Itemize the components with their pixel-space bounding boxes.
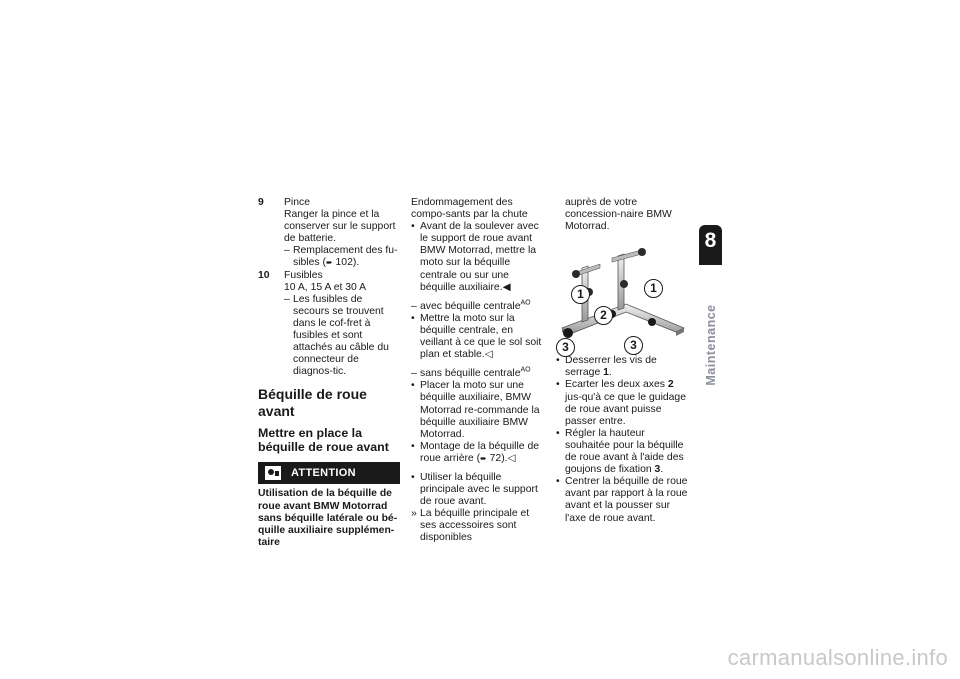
option-superscript: AO	[520, 299, 531, 307]
dash-marker: –	[411, 300, 417, 312]
callout-1: 1	[644, 279, 663, 298]
list-item-text: Placer la moto sur une béquille auxiliaire, BMW Motorrad re-commande la béquille auxiliaire BMW Motorrad.	[420, 380, 540, 440]
arrow-reference-icon: ➨	[480, 453, 487, 463]
continued-text: auprès de votre concession-naire BMW Motorrad.	[565, 197, 672, 233]
list-item	[411, 313, 546, 361]
section-label: Maintenance	[704, 304, 718, 386]
wrench-warning-icon	[265, 466, 281, 480]
item-number: 9	[258, 197, 264, 208]
list-item	[411, 472, 546, 508]
page-reference[interactable]: 102).	[335, 257, 360, 269]
dash-text: Remplacement des fu-sibles	[293, 245, 398, 269]
column-2	[411, 197, 546, 545]
list-item-text: Utiliser la béquille principale avec le support de roue avant.	[420, 471, 538, 508]
attention-text: Utilisation de la béquille de roue avant BMW Motorrad sans béquille latérale ou bé-quille auxiliaire supplémen-taire	[258, 488, 398, 549]
list-item: • Régler la hauteur souhaitée pour la béquille de roue avant à l'aide des goujons de fixation 3.	[556, 427, 684, 476]
column-1	[258, 197, 400, 549]
list-item-text: Mettre la moto sur la béquille centrale, en veillant à ce que le sol soit plan et stable.◁	[420, 312, 542, 361]
item-title: Pince	[284, 197, 310, 208]
dash-marker: –	[284, 245, 290, 257]
bullet-marker: •	[411, 440, 415, 452]
subsection-heading: Mettre en place la béquille de roue avant	[258, 426, 389, 455]
bullet-marker: •	[556, 355, 560, 367]
list-item	[556, 476, 690, 524]
dash-marker: –	[284, 293, 290, 305]
item-10	[258, 270, 400, 379]
chapter-tab[interactable]: 8	[699, 225, 722, 265]
list-item: • Ecarter les deux axes 2 jus-qu'à ce que le guidage de roue avant puisse passer entre.	[556, 379, 686, 427]
list-item-text: Avant de la soulever avec le support de roue avant BMW Motorrad, mettre la moto sur la béquille centrale ou sur une béquille auxiliaire.◀	[420, 221, 539, 293]
condition-item	[411, 368, 546, 380]
bullet-marker: •	[411, 471, 415, 483]
result-text: La béquille principale et ses accessoires sont disponibles	[420, 508, 530, 544]
list-item	[411, 380, 546, 440]
callout-reference: 3	[654, 464, 661, 476]
item-text: 10 A, 15 A et 30 A	[284, 281, 367, 293]
bullet-marker: •	[411, 380, 415, 392]
dash-marker: –	[411, 368, 417, 380]
watermark-text: carmanualsonline.info	[727, 645, 948, 670]
list-item-text: Ecarter les deux axes	[565, 379, 668, 391]
list-item-text: Montage de la béquille de roue arrière (	[420, 440, 540, 464]
column-3	[556, 197, 690, 525]
callout-reference: 1	[603, 367, 609, 379]
bullet-marker: •	[411, 221, 415, 233]
attention-box	[258, 462, 400, 484]
bullet-marker: •	[556, 379, 560, 391]
arrow-reference-icon: ➨	[325, 258, 333, 268]
page-reference[interactable]: 72).◁	[489, 452, 516, 464]
list-item-text: Desserrer les vis de serrage	[565, 355, 657, 379]
condition-text: sans béquille centrale	[420, 368, 521, 380]
item-title: Fusibles	[284, 269, 323, 281]
callout-3: 3	[556, 338, 575, 357]
page-number: 71	[705, 255, 716, 265]
result-arrow-icon: »	[411, 508, 417, 520]
callout-1: 1	[571, 285, 590, 304]
list-item	[411, 441, 546, 465]
condition-text: avec béquille centrale	[420, 300, 521, 312]
list-item-text: Centrer la béquille de roue avant par rapport à la roue avant et la pousser sur l'axe de roue avant.	[565, 476, 688, 524]
option-superscript: AO	[520, 366, 531, 374]
bullet-marker: •	[556, 476, 560, 488]
front-wheel-stand-figure	[556, 240, 690, 355]
list-item: • Desserrer les vis de serrage 1.	[556, 355, 657, 379]
condition-item	[411, 301, 546, 313]
callout-reference: 2	[667, 379, 674, 391]
dash-item: – Remplacement des fu-sibles (➨ 102).	[284, 245, 398, 269]
result-item	[411, 508, 546, 544]
callout-2: 2	[594, 306, 613, 325]
item-text: Ranger la pince et la conserver sur le support de batterie.	[284, 209, 396, 245]
callout-3: 3	[624, 336, 643, 355]
bullet-marker: •	[556, 427, 560, 439]
attention-consequence: Endommagement des compo-sants par la chute	[411, 197, 528, 221]
dash-item	[284, 294, 400, 379]
list-item	[411, 221, 546, 294]
bullet-marker: •	[411, 312, 415, 324]
attention-label: ATTENTION	[291, 467, 356, 480]
list-item-text: Régler la hauteur souhaitée pour la béquille de roue avant à l'aide des goujons de fixation	[565, 427, 684, 476]
item-9	[258, 197, 400, 270]
item-number: 10	[258, 269, 270, 281]
dash-text: Les fusibles de secours se trouvent dans le cof-fret à fusibles et sont attachés au câble du connecteur de diagnos-tic.	[293, 293, 389, 378]
section-heading: Béquille de roue avant	[258, 386, 367, 420]
